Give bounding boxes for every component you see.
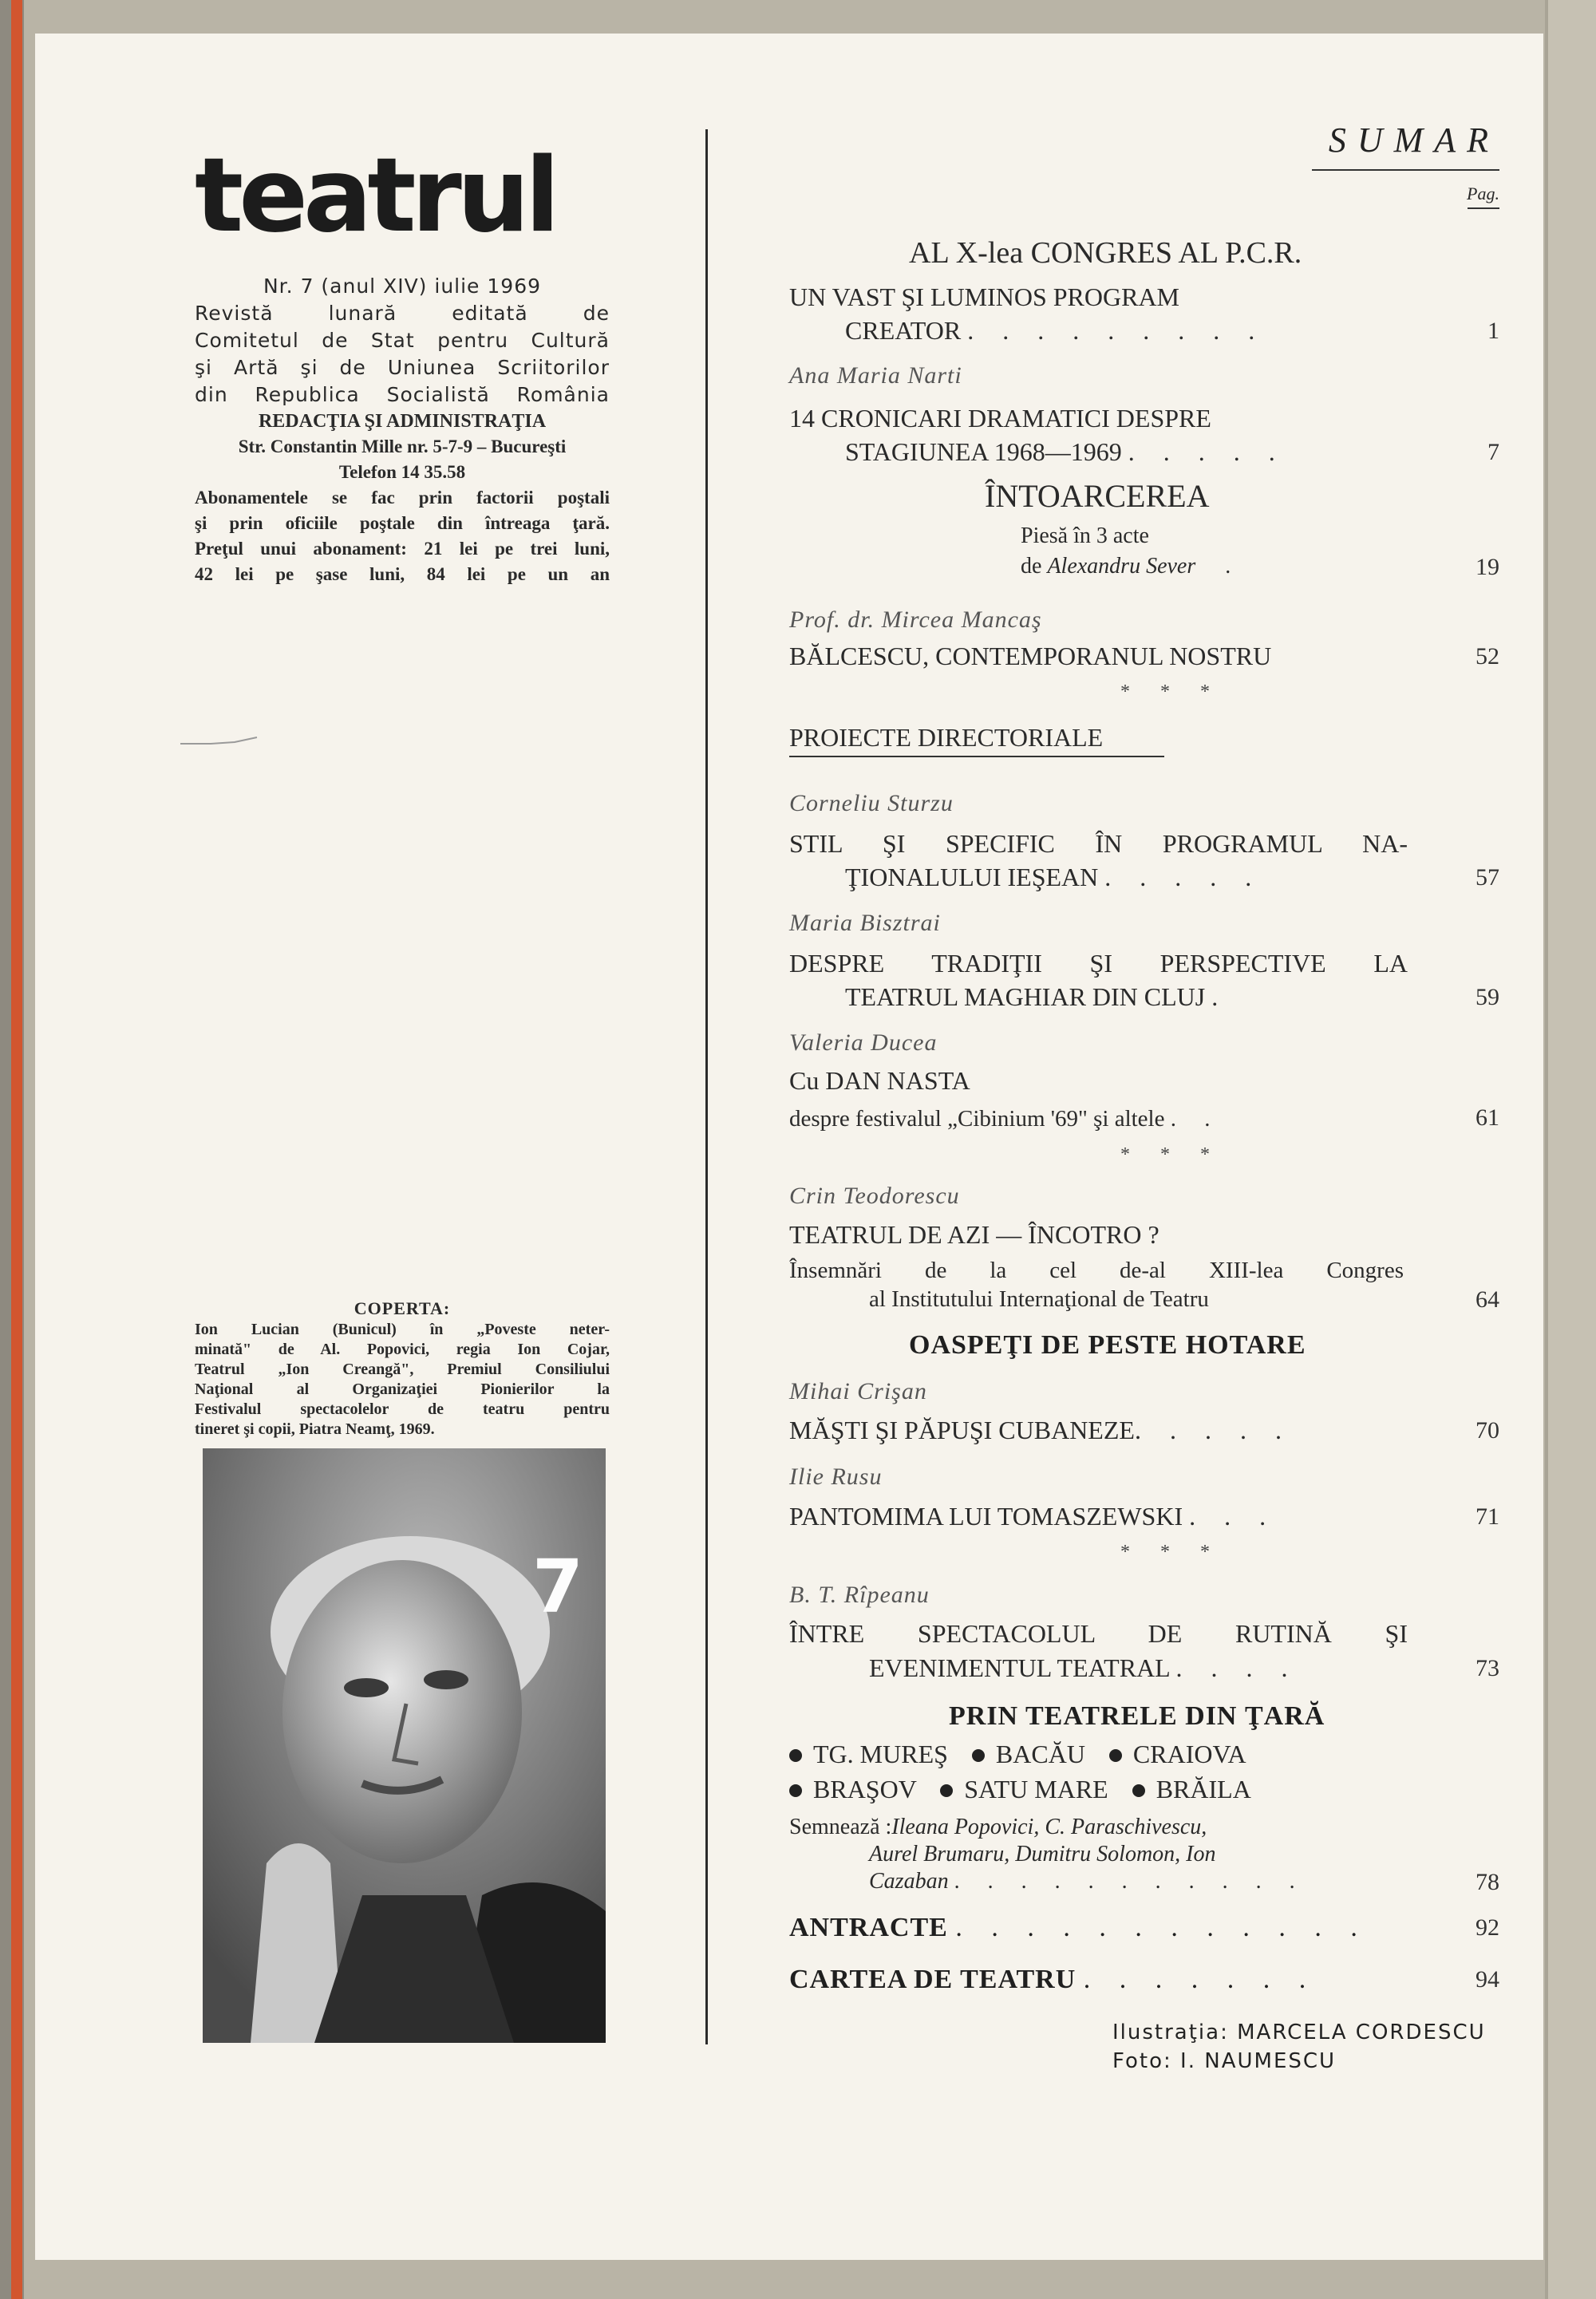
toc-page-number: 70 xyxy=(1476,1417,1499,1444)
toc-entry-title: ÎNTRE SPECTACOLUL DE RUTINĂ ŞI xyxy=(789,1619,1408,1648)
toc-leader-dots: . xyxy=(1211,982,1230,1011)
toc-page-number: 59 xyxy=(1476,984,1499,1010)
summary-title: SUMAR xyxy=(1328,120,1499,160)
toc-author: B. T. Rîpeanu xyxy=(789,1582,930,1608)
cover-caption-line: Teatrul „Ion Creangă", Premiul Consiliului xyxy=(195,1361,610,1378)
toc-entry-title: UN VAST ŞI LUMINOS PROGRAM xyxy=(789,282,1179,311)
city-name: BRAŞOV xyxy=(813,1775,917,1803)
bullet-icon xyxy=(789,1749,802,1762)
section-separator: * * * xyxy=(1120,1542,1223,1562)
toc-entry-title: MĂŞTI ŞI PĂPUŞI CUBANEZE. . . . . xyxy=(789,1416,1293,1444)
bullet-icon xyxy=(1132,1784,1145,1797)
toc-page-number: 94 xyxy=(1476,1966,1499,1993)
book-binding-left xyxy=(0,0,24,2299)
masthead-line: din Republica Socialistă România xyxy=(195,383,610,406)
address-line: Str. Constantin Mille nr. 5-7-9 – Bucureşti xyxy=(238,436,567,456)
illustration-credit: Ilustraţia: MARCELA CORDESCU xyxy=(1112,2021,1486,2044)
cover-caption-line: Naţional al Organizaţiei Pionierilor la xyxy=(195,1381,610,1398)
toc-page-number: 52 xyxy=(1476,643,1499,670)
contributors-line: Cazaban . . . . . . . . . . . xyxy=(869,1869,1306,1894)
city-list-row xyxy=(789,1738,1246,1770)
toc-section-heading: ANTRACTE . . . . . . . . . . . . xyxy=(789,1913,1369,1942)
city-name: SATU MARE xyxy=(964,1775,1108,1803)
toc-entry-subtitle: al Institutului Internaţional de Teatru xyxy=(869,1286,1209,1312)
toc-author: Prof. dr. Mircea Mancaş xyxy=(789,606,1042,633)
toc-entry-title: CREATOR . . . . . . . . . xyxy=(845,316,1266,345)
section-separator: * * * xyxy=(1120,1144,1223,1165)
redactia-heading: REDACŢIA ŞI ADMINISTRAŢIA xyxy=(258,411,547,432)
toc-author: Valeria Ducea xyxy=(789,1029,938,1056)
toc-page-number: 61 xyxy=(1476,1104,1499,1131)
toc-entry-title: BĂLCESCU, CONTEMPORANUL NOSTRU xyxy=(789,642,1272,670)
toc-author: Ilie Rusu xyxy=(789,1464,883,1490)
toc-section-heading: PRIN TEATRELE DIN ŢARĂ xyxy=(949,1701,1325,1731)
cover-caption-line: Ion Lucian (Bunicul) în „Poveste neter- xyxy=(195,1321,610,1338)
bullet-icon xyxy=(1109,1749,1122,1762)
subscription-line: şi prin oficiile poştale din întreaga ţară. xyxy=(195,513,610,533)
cover-caption-line: Festivalul spectacolelor de teatru pentru xyxy=(195,1400,610,1418)
toc-play-title: ÎNTOARCEREA xyxy=(985,478,1210,514)
cover-caption-title: COPERTA: xyxy=(354,1298,451,1318)
bullet-icon xyxy=(789,1784,802,1797)
masthead-line: Comitetul de Stat pentru Cultură xyxy=(195,329,610,352)
photo-credit: Foto: I. NAUMESCU xyxy=(1112,2049,1337,2073)
subscription-line: 42 lei pe şase luni, 84 lei pe un an xyxy=(195,564,610,584)
toc-author: Maria Bisztrai xyxy=(789,910,941,936)
city-name: TG. MUREŞ xyxy=(813,1740,948,1768)
toc-leader-dots: . . . . xyxy=(1175,1653,1299,1682)
toc-page-number: 64 xyxy=(1476,1286,1499,1313)
toc-page-number: 57 xyxy=(1476,864,1499,891)
toc-entry-title: STIL ŞI SPECIFIC ÎN PROGRAMUL NA- xyxy=(789,829,1408,858)
city-name: BRĂILA xyxy=(1156,1775,1251,1803)
contributors-line: Aurel Brumaru, Dumitru Solomon, Ion xyxy=(869,1842,1216,1866)
city-list-row xyxy=(789,1773,1251,1805)
toc-section-heading: CARTEA DE TEATRU . . . . . . . xyxy=(789,1965,1317,1994)
toc-page-number: 1 xyxy=(1487,318,1499,344)
toc-entry-title: PANTOMIMA LUI TOMASZEWSKI . . . xyxy=(789,1502,1278,1531)
masthead-line: şi Artă şi de Uniunea Scriitorilor xyxy=(195,356,610,379)
toc-author: Corneliu Sturzu xyxy=(789,790,954,816)
toc-entry-title: 14 CRONICARI DRAMATICI DESPRE xyxy=(789,404,1211,433)
toc-entry-title: Cu DAN NASTA xyxy=(789,1066,970,1095)
toc-entry-title: STAGIUNEA 1968—1969 . . . . . xyxy=(845,437,1286,466)
toc-leader-dots: . . . . . . . . . . . xyxy=(954,1869,1306,1894)
toc-entry-subtitle: despre festivalul „Cibinium '69" şi altele . . xyxy=(789,1106,1222,1132)
portrait-illustration xyxy=(203,1448,606,2043)
masthead-line: Revistă lunară editată de xyxy=(195,302,610,325)
toc-leader-dots: . . xyxy=(1170,1106,1222,1132)
phone-line: Telefon 14 35.58 xyxy=(338,462,466,482)
toc-page-number: 92 xyxy=(1476,1914,1499,1941)
city-name: BACĂU xyxy=(995,1740,1085,1768)
bullet-icon xyxy=(940,1784,953,1797)
toc-entry-title: TEATRUL MAGHIAR DIN CLUJ . xyxy=(845,982,1230,1011)
toc-entry-title: ŢIONALULUI IEŞEAN . . . . . xyxy=(845,863,1263,891)
column-divider xyxy=(705,129,708,2044)
toc-play-author: de Alexandru Sever . xyxy=(1021,554,1242,579)
cover-caption-line: minată" de Al. Popovici, regia Ion Cojar, xyxy=(195,1341,610,1358)
toc-play-subtitle: Piesă în 3 acte xyxy=(1021,523,1149,548)
toc-leader-dots: . . . xyxy=(1189,1502,1278,1531)
toc-section-heading: PROIECTE DIRECTORIALE xyxy=(789,723,1104,752)
magazine-logo: teatrul xyxy=(195,136,555,255)
city-name: CRAIOVA xyxy=(1132,1740,1246,1768)
toc-leader-dots: . . . . . xyxy=(1134,1416,1293,1444)
toc-author: Crin Teodorescu xyxy=(789,1183,960,1209)
section-underline xyxy=(789,756,1164,757)
page-column-rule xyxy=(1468,207,1499,209)
magazine-page xyxy=(35,34,1543,2260)
section-separator: * * * xyxy=(1120,681,1223,702)
toc-entry-title: TEATRUL DE AZI — ÎNCOTRO ? xyxy=(789,1220,1159,1249)
toc-section-heading: AL X-lea CONGRES AL P.C.R. xyxy=(909,236,1302,270)
pencil-mark xyxy=(179,736,259,747)
cover-photo xyxy=(203,1448,606,2043)
cover-caption xyxy=(195,1298,610,1440)
toc-leader-dots: . . . . . xyxy=(1104,863,1263,891)
page-column-label: Pag. xyxy=(1467,184,1499,203)
toc-author: Ana Maria Narti xyxy=(789,362,962,389)
toc-page-number: 78 xyxy=(1476,1869,1499,1895)
toc-entry-title: EVENIMENTUL TEATRAL . . . . xyxy=(869,1653,1299,1682)
summary-title-rule xyxy=(1312,169,1499,171)
toc-entry-subtitle: Însemnări de la cel de-al XIII-lea Congres xyxy=(789,1258,1404,1283)
toc-entry-title: DESPRE TRADIŢII ŞI PERSPECTIVE LA xyxy=(789,949,1408,978)
toc-page-number: 7 xyxy=(1487,439,1499,465)
subscription-line: Preţul unui abonament: 21 lei pe trei luni, xyxy=(195,539,610,559)
toc-author: Mihai Crişan xyxy=(789,1378,927,1404)
cover-issue-number: 7 xyxy=(531,1544,583,1629)
toc-leader-dots: . . . . . . . . . xyxy=(967,316,1266,345)
masthead-info xyxy=(195,273,610,587)
toc-page-number: 73 xyxy=(1476,1655,1499,1681)
cover-caption-line: tineret şi copii, Piatra Neamţ, 1969. xyxy=(195,1420,435,1438)
toc-page-number: 71 xyxy=(1476,1503,1499,1530)
bullet-icon xyxy=(972,1749,985,1762)
contributors-line: Semnează :Ileana Popovici, C. Paraschivescu, xyxy=(789,1815,1207,1839)
toc-leader-dots: . . . . . xyxy=(1128,437,1286,466)
toc-page-number: 19 xyxy=(1476,554,1499,580)
toc-section-heading: OASPEŢI DE PESTE HOTARE xyxy=(909,1330,1306,1360)
subscription-line: Abonamentele se fac prin factorii poştali xyxy=(195,488,610,508)
issue-line: Nr. 7 (anul XIV) iulie 1969 xyxy=(263,275,542,298)
book-binding-right xyxy=(1545,0,1596,2299)
